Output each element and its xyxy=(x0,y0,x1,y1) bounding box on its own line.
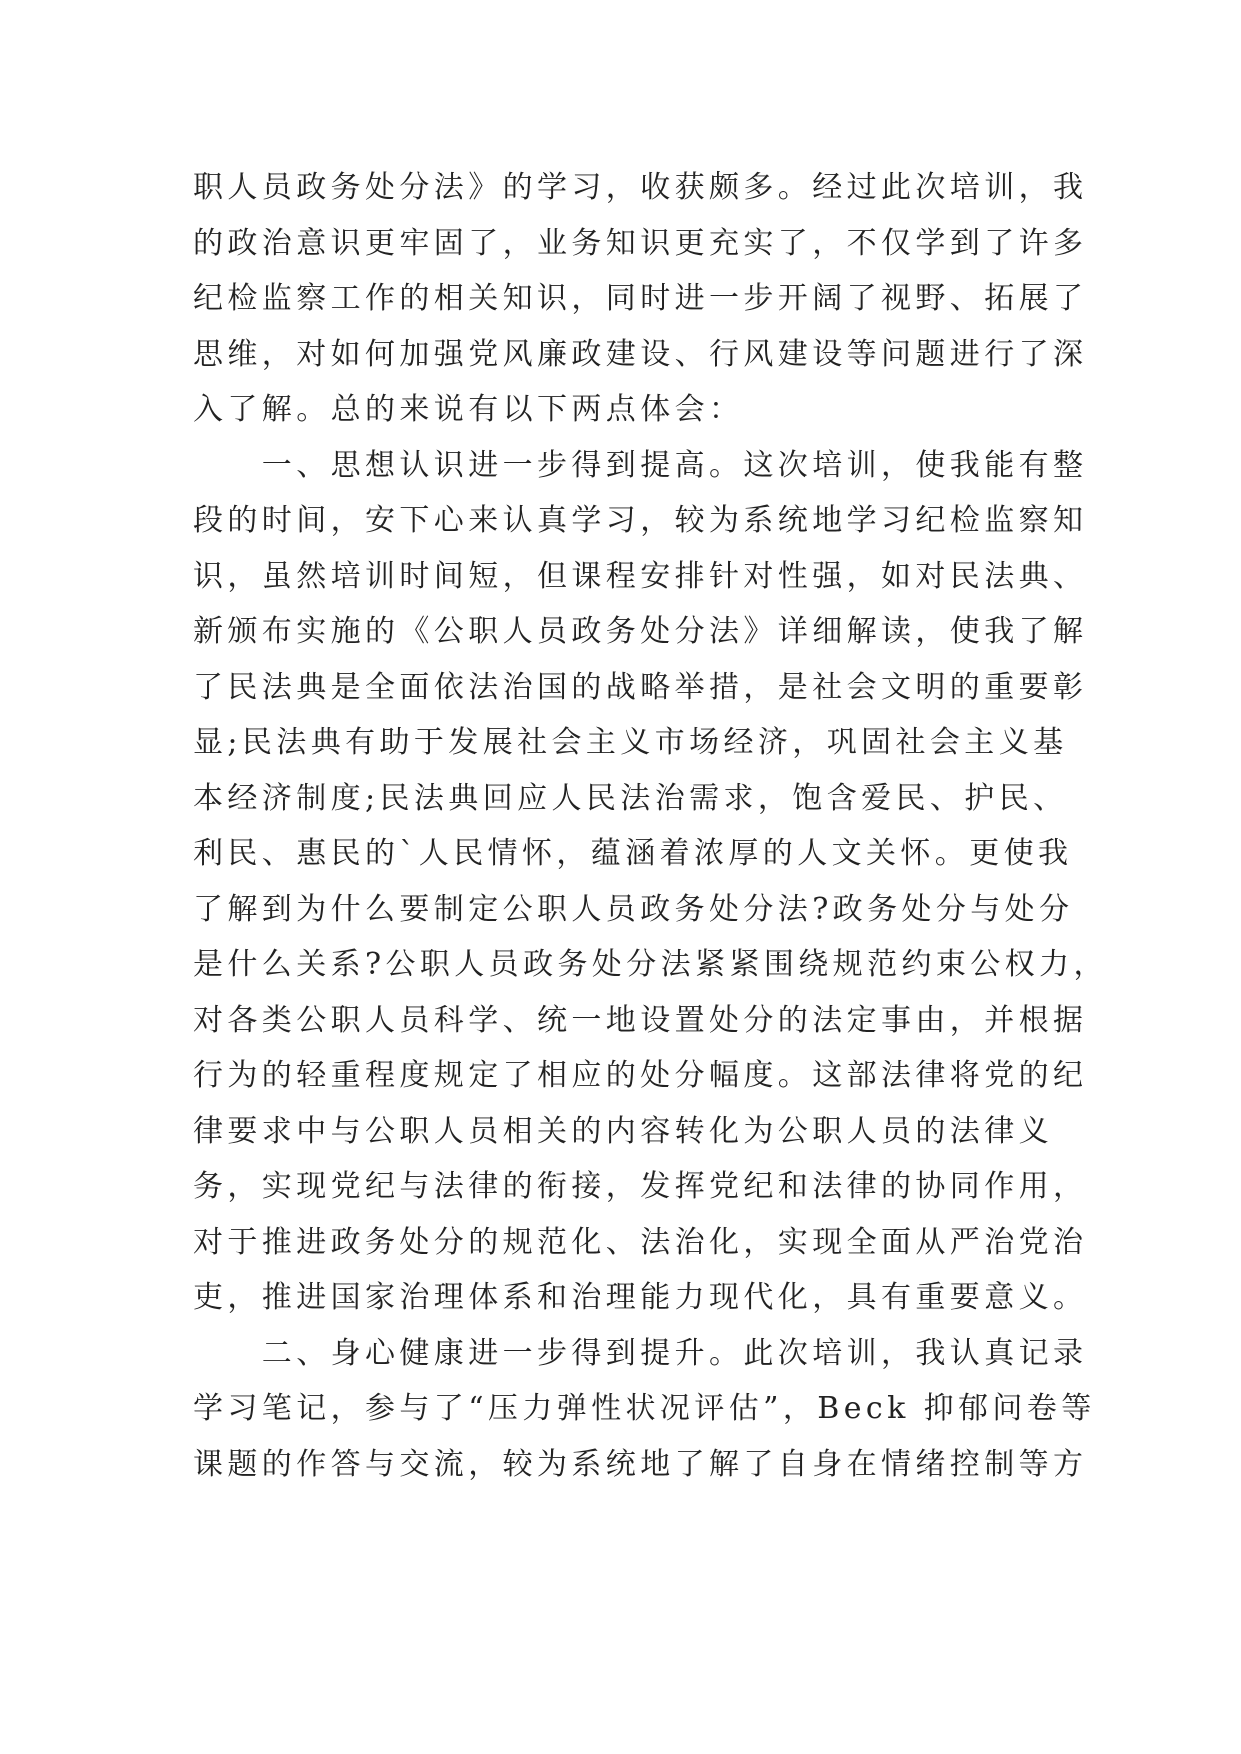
text-line: 入了解。总的来说有以下两点体会： xyxy=(193,392,744,427)
text-line: 对于推进政务处分的规范化、法治化，实现全面从严治党治 xyxy=(193,1224,1088,1260)
text-line: 对各类公职人员科学、统一地设置处分的法定事由，并根据 xyxy=(193,1002,1088,1038)
text-line: 是什么关系?公职人员政务处分法紧紧围绕规范约束公权力， xyxy=(193,947,1108,982)
text-line: 课题的作答与交流，较为系统地了解了自身在情绪控制等方 xyxy=(193,1446,1088,1482)
text-line: 吏，推进国家治理体系和治理能力现代化，具有重要意义。 xyxy=(193,1280,1088,1315)
text-line: 利民、惠民的`人民情怀，蕴涵着浓厚的人文关怀。更使我 xyxy=(193,836,1073,871)
text-line: 识，虽然培训时间短，但课程安排针对性强，如对民法典、 xyxy=(193,558,1088,594)
text-line: 行为的轻重程度规定了相应的处分幅度。这部法律将党的纪 xyxy=(193,1058,1088,1093)
text-line: 纪检监察工作的相关知识，同时进一步开阔了视野、拓展了 xyxy=(193,281,1088,316)
body-text xyxy=(193,160,1108,1492)
text-line: 律要求中与公职人员相关的内容转化为公职人员的法律义 xyxy=(193,1113,1053,1149)
text-line: 的政治意识更牢固了，业务知识更充实了，不仅学到了许多 xyxy=(193,225,1088,261)
text-line: 本经济制度;民法典回应人民法治需求，饱含爱民、护民、 xyxy=(193,780,1068,816)
text-line: 了民法典是全面依法治国的战略举措，是社会文明的重要彰 xyxy=(193,669,1088,705)
text-line: 显;民法典有助于发展社会主义市场经济，巩固社会主义基 xyxy=(193,725,1068,760)
text-line: 了解到为什么要制定公职人员政务处分法?政务处分与处分 xyxy=(193,891,1074,927)
text-line: 学习笔记，参与了“压力弹性状况评估”，Beck 抑郁问卷等 xyxy=(193,1391,1096,1426)
paragraph-heading-two: 二、身心健康进一步得到提升。此次培训，我认真记录 xyxy=(193,1335,1088,1371)
text-line: 务，实现党纪与法律的衔接，发挥党纪和法律的协同作用， xyxy=(193,1169,1088,1204)
text-line: 段的时间，安下心来认真学习，较为系统地学习纪检监察知 xyxy=(193,503,1088,538)
text-line: 职人员政务处分法》的学习，收获颇多。经过此次培训，我 xyxy=(193,170,1088,205)
text-line: 思维，对如何加强党风廉政建设、行风建设等问题进行了深 xyxy=(193,336,1088,372)
text-line: 新颁布实施的《公职人员政务处分法》详细解读，使我了解 xyxy=(193,614,1088,649)
paragraph-heading-one: 一、思想认识进一步得到提高。这次培训，使我能有整 xyxy=(193,447,1088,483)
